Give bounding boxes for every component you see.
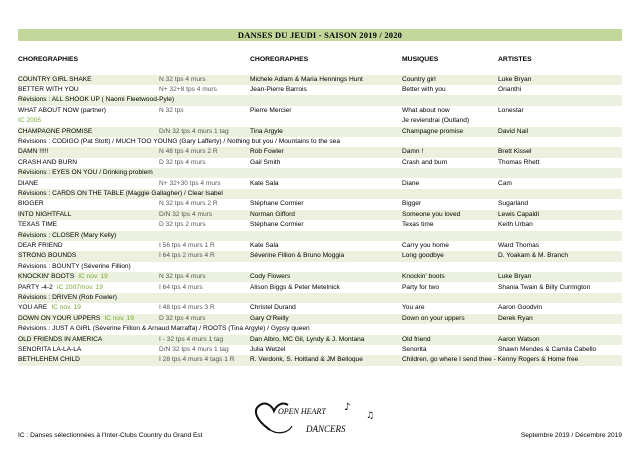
music-cell: Knockin' boots <box>402 273 445 281</box>
music-cell: Children, go where I send thee - Kenny Rogers & Home free <box>402 356 579 364</box>
choreographer-cell: R. Verdonk, S. Holtland & JM Belloque <box>250 356 363 364</box>
table-row <box>18 199 622 209</box>
dance-name: KNOCKIN' BOOTS <box>18 273 75 281</box>
steps-cell: I 64 tps 4 murs <box>159 283 203 291</box>
table-row <box>18 116 622 126</box>
revision-text: Révisions : CLOSER (Mary Kelly) <box>18 231 117 239</box>
revision-row <box>18 324 622 334</box>
table-row <box>18 355 622 365</box>
dance-cell <box>18 116 158 126</box>
logo-line1: OPEN HEART <box>278 407 326 416</box>
dance-name: BETHLEHEM CHILD <box>18 356 80 364</box>
table-row <box>18 106 622 116</box>
steps-cell: N+ 32+8 tps 4 murs <box>159 85 217 93</box>
dance-name: SENORITA LA-LA-LA <box>18 345 82 353</box>
steps-cell: N 48 tps 4 murs 2 R <box>159 148 218 156</box>
dance-cell <box>18 127 158 137</box>
steps-cell: N 32 tps 4 murs 2 R <box>159 200 218 208</box>
ic-badge: IC nov. 19 <box>78 273 108 281</box>
steps-cell: I - 32 tps 4 murs 1 tag <box>159 335 224 343</box>
choreographer-cell: Michele Adlam & Maria Hennings Hunt <box>250 75 363 83</box>
steps-cell: I 28 tps 4 murs 4 tags 1 R <box>159 356 235 364</box>
revision-row <box>18 189 622 199</box>
music-cell: Old friend <box>402 335 431 343</box>
artist-cell: Orianthi <box>498 85 522 93</box>
dance-name: DEAR FRIEND <box>18 241 63 249</box>
revision-text: Révisions : ALL SHOOK UP ( Naomi Fleetwood-Pyle) <box>18 96 175 104</box>
music-cell: Senorita <box>402 345 427 353</box>
table-row <box>18 127 622 137</box>
music-cell: Long goodbye <box>402 252 444 260</box>
music-cell: Party for two <box>402 283 440 291</box>
revision-text: Révisions : CODIGO (Pat Stott) / MUCH TOO YOUNG (Gary Lafferty) / Nothing but you / Mountains to the sea <box>18 137 340 145</box>
table-row <box>18 220 622 230</box>
dance-cell <box>18 345 158 355</box>
table-row <box>18 75 622 85</box>
header-choregraphes: CHOREGRAPHES <box>250 56 309 63</box>
dance-name: DAMN !!!!! <box>18 148 49 156</box>
dance-name: BIGGER <box>18 200 44 208</box>
music-cell: Bigger <box>402 200 422 208</box>
choreographer-cell: Jean-Pierre Barrois <box>250 85 307 93</box>
music-cell: Champagne promise <box>402 127 464 135</box>
dance-name: DOWN ON YOUR UPPERS <box>18 314 101 322</box>
dance-name: CHAMPAGNE PROMISE <box>18 127 93 135</box>
table-row <box>18 272 622 282</box>
header-choregraphies: CHOREGRAPHIES <box>18 56 79 63</box>
music-cell: Better with you <box>402 85 446 93</box>
dance-name: YOU ARE <box>18 304 48 312</box>
choreographer-cell: Alison Biggs & Peter Metelnick <box>250 283 340 291</box>
dance-cell <box>18 303 158 313</box>
choreographer-cell: Stéphane Cormier <box>250 221 304 229</box>
music-cell: Crash and burn <box>402 158 448 166</box>
table-row <box>18 251 622 261</box>
ic-badge: IC 2007/nov. 19 <box>56 283 103 291</box>
artist-cell: Luke Bryan <box>498 273 532 281</box>
dance-name: PARTY -4-2 <box>18 283 53 291</box>
steps-cell: D/N 32 tps 4 murs 1 tag <box>159 127 229 135</box>
choreographer-cell: Pierre Mercier <box>250 106 292 114</box>
revision-text: Révisions : DRIVEN (Rob Fowler) <box>18 293 117 301</box>
table-row <box>18 345 622 355</box>
dance-cell <box>18 241 158 251</box>
header-artistes: ARTISTES <box>498 56 532 63</box>
steps-cell: D/N 32 tps 4 murs <box>159 210 213 218</box>
artist-cell: Brett Kissel <box>498 148 532 156</box>
steps-cell: I 64 tps 2 murs 4 R <box>159 252 215 260</box>
artist-cell: Lewis Capaldi <box>498 210 540 218</box>
artist-cell: Shania Twain & Billy Currington <box>498 283 591 291</box>
choreographer-cell: Dan Albro, MC Gil, Lyndy & J. Montana <box>250 335 365 343</box>
dance-name: INTO NIGHTFALL <box>18 210 72 218</box>
dance-name: CRASH AND BURN <box>18 158 77 166</box>
choreographer-cell: Gail Smith <box>250 158 281 166</box>
artist-cell: Cam <box>498 179 512 187</box>
artist-cell: Lonestar <box>498 106 524 114</box>
revision-row <box>18 262 622 272</box>
music-cell: Diane <box>402 179 420 187</box>
revision-text: Révisions : JUST A GIRL (Séverine Fillion & Arnaud Marraffa) / ROOTS (Tina Argyle) / Gypsy queen <box>18 325 310 333</box>
dance-cell <box>18 75 158 85</box>
header-musiques: MUSIQUES <box>402 56 439 63</box>
steps-cell: N 32 tps 4 murs <box>159 273 206 281</box>
table-row <box>18 158 622 168</box>
revision-row <box>18 231 622 241</box>
music-cell: Carry you home <box>402 241 449 249</box>
artist-cell: Derek Ryan <box>498 314 533 322</box>
artist-cell: Sugarland <box>498 200 529 208</box>
revision-text: Révisions : BOUNTY (Séverine Fillion) <box>18 262 131 270</box>
artist-cell: Keith Urban <box>498 221 533 229</box>
artist-cell: D. Yoakam & M. Branch <box>498 252 568 260</box>
dance-cell <box>18 210 158 220</box>
ic-badge: IC nov. 19 <box>104 314 134 322</box>
footer-date: Septembre 2019 / Décembre 2019 <box>520 432 622 439</box>
dance-cell <box>18 335 158 345</box>
dance-cell <box>18 251 158 261</box>
revision-row <box>18 137 622 147</box>
steps-cell: D 32 tps 2 murs <box>159 221 206 229</box>
dance-cell <box>18 147 158 157</box>
dance-name: OLD FRIENDS IN AMERICA <box>18 335 103 343</box>
music-cell: Country girl <box>402 75 436 83</box>
dance-name: STRONG BOUNDS <box>18 252 77 260</box>
artist-cell: David Nail <box>498 127 529 135</box>
steps-cell: N 32 tps 4 murs <box>159 75 206 83</box>
steps-cell: D 32 tps 4 murs <box>159 158 206 166</box>
music-cell: Someone you loved <box>402 210 461 218</box>
table-row <box>18 283 622 293</box>
dance-cell <box>18 283 158 293</box>
steps-cell: D/N 32 tps 4 murs 1 tag <box>159 345 229 353</box>
artist-cell: Aaron Goodvin <box>498 304 542 312</box>
steps-cell: I 56 tps 4 murs 1 R <box>159 241 215 249</box>
dance-name: TEXAS TIME <box>18 221 58 229</box>
dance-cell <box>18 314 158 324</box>
revision-row <box>18 95 622 105</box>
choreographer-cell: Kate Sala <box>250 179 279 187</box>
dance-cell <box>18 158 158 168</box>
choreographer-cell: Christel Durand <box>250 304 296 312</box>
table-row <box>18 147 622 157</box>
steps-cell: D 32 tps 4 murs <box>159 314 206 322</box>
music-cell: Down on your uppers <box>402 314 465 322</box>
music-note-icon: ♪ <box>344 402 351 413</box>
steps-cell: N+ 32+30 tps 4 murs <box>159 179 221 187</box>
table-row <box>18 314 622 324</box>
footer-note: IC : Danses sélectionnées à l'Inter-Clubs Country du Grand Est <box>18 432 203 439</box>
dance-name: BETTER WITH YOU <box>18 85 79 93</box>
dance-name: WHAT ABOUT NOW (partner) <box>18 106 106 114</box>
choreographer-cell: Stéphane Cormier <box>250 200 304 208</box>
logo-line2: DANCERS <box>306 424 346 434</box>
choreographer-cell: Julia Wetzel <box>250 345 286 353</box>
choreographer-cell: Rob Fowler <box>250 148 284 156</box>
ic-badge: IC nov. 19 <box>51 304 81 312</box>
revision-text: Révisions : EYES ON YOU / Drinking problem <box>18 169 153 177</box>
dance-cell <box>18 220 158 230</box>
choreographer-cell: Séverine Fillion & Bruno Moggia <box>250 252 345 260</box>
table-row <box>18 179 622 189</box>
music-cell: What about now <box>402 106 450 114</box>
table-row <box>18 210 622 220</box>
dance-cell <box>18 199 158 209</box>
choreographer-cell: Norman Gifford <box>250 210 295 218</box>
revision-text: Révisions : CARDS ON THE TABLE (Maggie Gallagher) / Clear Isabel <box>18 189 223 197</box>
page-title: DANSES DU JEUDI - SAISON 2019 / 2020 <box>18 29 622 41</box>
artist-cell: Thomas Rhett <box>498 158 540 166</box>
artist-cell: Aaron Watson <box>498 335 540 343</box>
revision-row <box>18 168 622 178</box>
table-row <box>18 241 622 251</box>
dance-cell <box>18 272 158 282</box>
dance-cell <box>18 85 158 95</box>
artist-cell: Ward Thomas <box>498 241 540 249</box>
music-cell: Texas time <box>402 221 434 229</box>
choreographer-cell: Gary O'Reilly <box>250 314 289 322</box>
choreographer-cell: Kate Sala <box>250 241 279 249</box>
music-cell: You are <box>402 304 425 312</box>
dance-name: DIANE <box>18 179 39 187</box>
table-row <box>18 335 622 345</box>
revision-row <box>18 293 622 303</box>
dance-name: COUNTRY GIRL SHAKE <box>18 75 92 83</box>
choreographer-cell: Cody Flowers <box>250 273 291 281</box>
dance-cell <box>18 179 158 189</box>
choreographer-cell: Tina Argyle <box>250 127 283 135</box>
table-row <box>18 85 622 95</box>
music-note-icon: ♫ <box>366 411 375 421</box>
table-row <box>18 303 622 313</box>
dance-cell <box>18 106 158 116</box>
artist-cell: Shawn Mendes & Camila Cabello <box>498 345 597 353</box>
ic-badge: IC 2005 <box>18 117 42 125</box>
music-cell: Je reviendrai (Outland) <box>402 117 470 125</box>
artist-cell: Luke Bryan <box>498 75 532 83</box>
open-heart-dancers-logo <box>248 396 398 438</box>
steps-cell: I 48 tps 4 murs 3 R <box>159 304 215 312</box>
dance-cell <box>18 355 158 365</box>
steps-cell: N 32 tps <box>159 106 184 114</box>
music-cell: Damn ! <box>402 148 424 156</box>
